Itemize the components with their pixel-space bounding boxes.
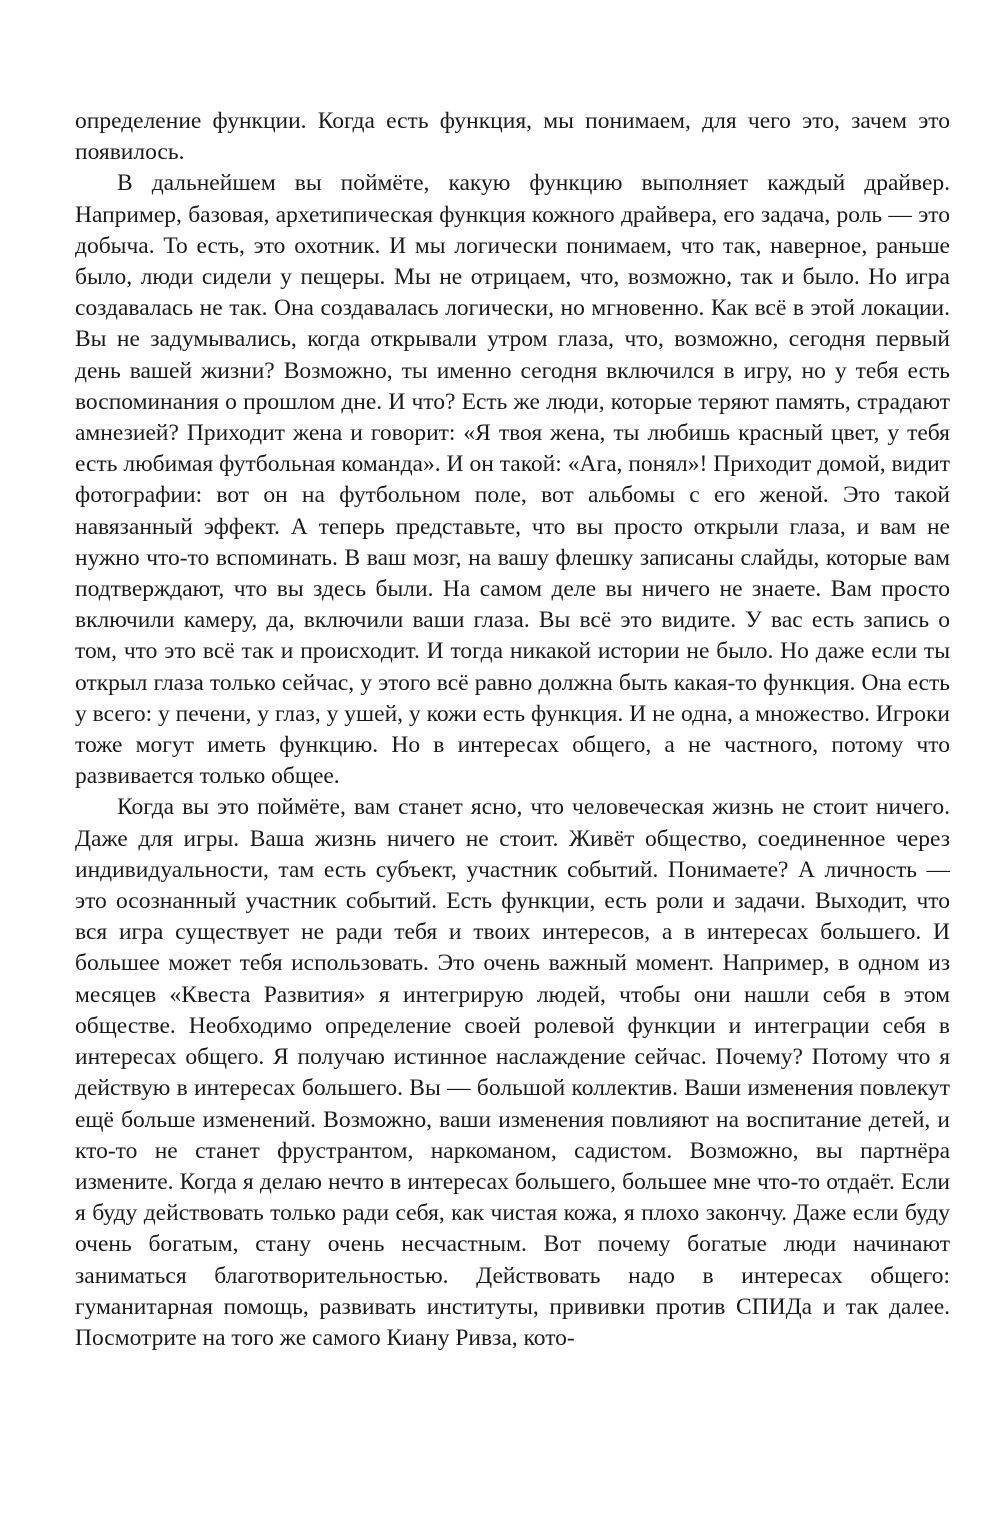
paragraph-2: В дальнейшем вы поймёте, какую функцию выполняет каждый драйвер. Например, базовая, архетипическая функция кожного драйвера, его задача, роль — это добыча. То есть, это охотник. И мы логически понимаем, что так, наверное, раньше было, люди сидели у пещеры. Мы не отрицаем, что, возможно, так и было. Но игра создавалась не так. Она создавалась логически, но мгновенно. Как всё в этой локации. Вы не задумывались, когда открывали утром глаза, что, возможно, сегодня первый день вашей жизни? Возможно, ты именно сегодня включился в игру, но у тебя есть воспоминания о прошлом дне. И что? Есть же люди, которые теряют память, страдают амнезией? Приходит жена и говорит: «Я твоя жена, ты любишь красный цвет, у тебя есть любимая футбольная команда». И он такой: «Ага, понял»! Приходит домой, видит фотографии: вот он на футбольном поле, вот альбомы с его женой. Это такой навязанный эффект. А теперь представьте, что вы просто открыли глаза, и вам не нужно что-то вспоминать. В ваш мозг, на вашу флешку записаны слайды, которые вам подтверждают, что вы здесь были. На самом деле вы ничего не знаете. Вам просто включили камеру, да, включили ваши глаза. Вы всё это видите. У вас есть запись о том, что это всё так и происходит. И тогда никакой истории не было. Но даже если ты открыл глаза только сейчас, у этого всё равно должна быть какая-то функция. Она есть у всего: у печени, у глаз, у ушей, у кожи есть функция. И не одна, а множество. Игроки тоже могут иметь функцию. Но в интересах общего, а не частного, потому что развивается только общее.	[75, 170, 950, 790]
paragraph-1: определение функции. Когда есть функция, мы понимаем, для чего это, зачем это появилось.	[75, 108, 950, 166]
page-body	[75, 106, 950, 1354]
paragraph-3: Когда вы это поймёте, вам станет ясно, что человеческая жизнь не стоит ничего. Даже для игры. Ваша жизнь ничего не стоит. Живёт общество, соединенное через индивидуальности, там есть субъект, участник событий. Понимаете? А личность — это осознанный участник событий. Есть функции, есть роли и задачи. Выходит, что вся игра существует не ради тебя и твоих интересов, а в интересах большего. И большее может тебя использовать. Это очень важный момент. Например, в одном из месяцев «Квеста Развития» я интегрирую людей, чтобы они нашли себя в этом обществе. Необходимо определение своей ролевой функции и интеграции себя в интересах общего. Я получаю истинное наслаждение сейчас. Почему? Потому что я действую в интересах большего. Вы — большой коллектив. Ваши изменения повлекут ещё больше изменений. Возможно, ваши изменения повлияют на воспитание детей, и кто-то не станет фрустрантом, наркоманом, садистом. Возможно, вы партнёра измените. Когда я делаю нечто в интересах большего, большее мне что-то отдаёт. Если я буду действовать только ради себя, как чистая кожа, я плохо закончу. Даже если буду очень богатым, стану очень несчастным. Вот почему богатые люди начинают заниматься благотворительностью. Действовать надо в интересах общего: гуманитарная помощь, развивать институты, прививки против СПИДа и так далее. Посмотрите на того же самого Киану Ривза, кото-	[75, 794, 950, 1351]
